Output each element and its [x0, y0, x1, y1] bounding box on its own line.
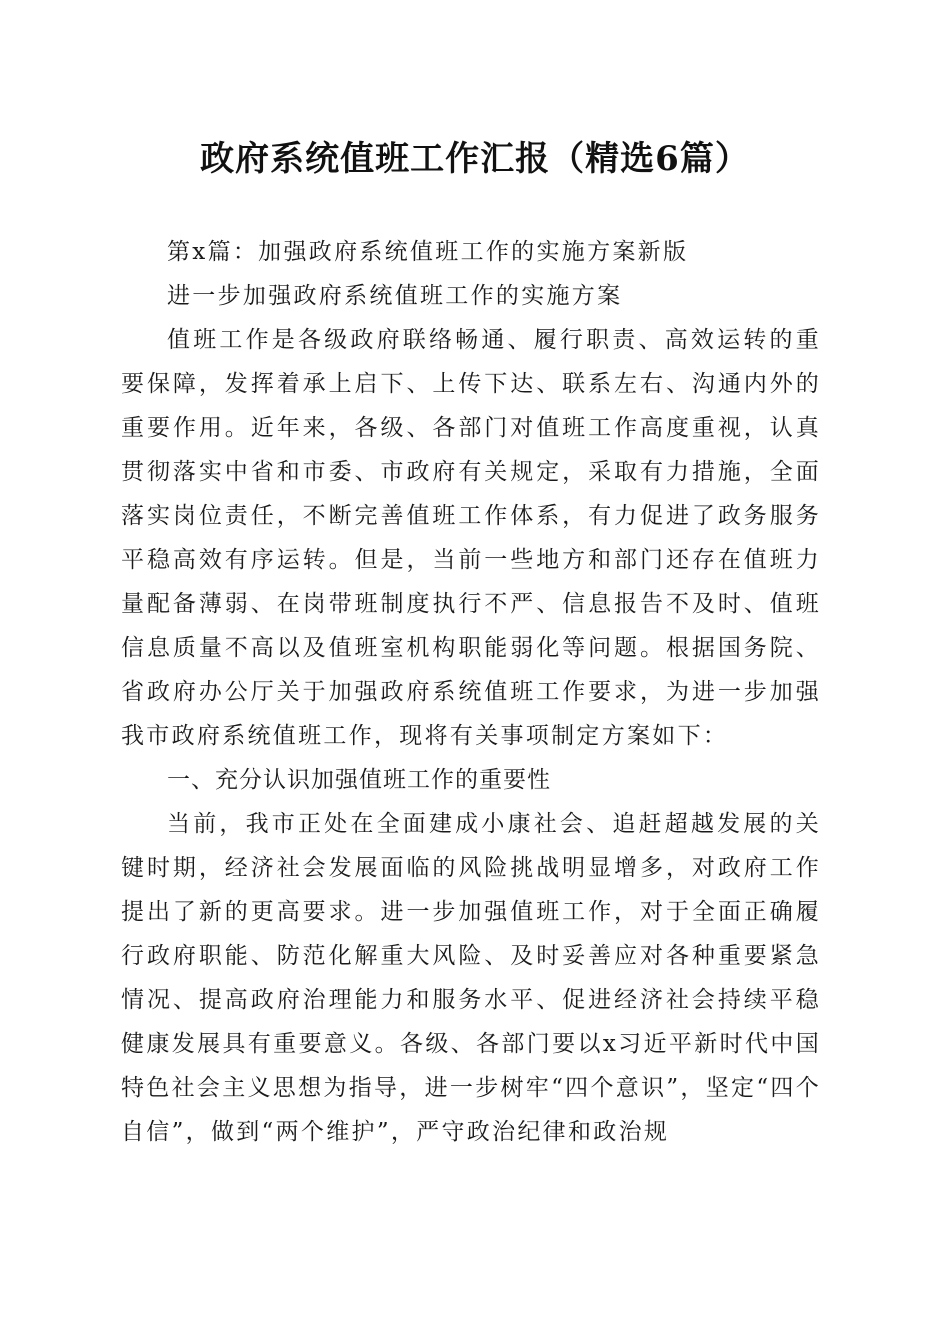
document-title: 政府系统值班工作汇报（精选6篇） [200, 139, 750, 179]
section-heading: 一、充分认识加强值班工作的重要性 [167, 767, 551, 793]
plan-title: 进一步加强政府系统值班工作的实施方案 [167, 283, 623, 309]
body-paragraph: 值班工作是各级政府联络畅通、履行职责、高效运转的重要保障，发挥着承上启下、上传下达、联系左右、沟通内外的重要作用。近年来，各级、各部门对值班工作高度重视，认真贯彻落实中省和市委、市政府有关规定，采取有力措施，全面落实岗位责任，不断完善值班工作体系，有力促进了政务服务平稳高效有序运转。但是，当前一些地方和部门还存在值班力量配备薄弱、在岗带班制度执行不严、信息报告不及时、值班信息质量不高以及值班室机构职能弱化等问题。根据国务院、省政府办公厅关于加强政府系统值班工作要求，为进一步加强我市政府系统值班工作，现将有关事项制定方案如下： [121, 327, 821, 749]
document-body [121, 230, 821, 1154]
body-paragraph: 当前，我市正处在全面建成小康社会、追赶超越发展的关键时期，经济社会发展面临的风险挑战明显增多，对政府工作提出了新的更高要求。进一步加强值班工作，对于全面正确履行政府职能、防范化解重大风险、及时妥善应对各种重要紧急情况、提高政府治理能力和服务水平、促进经济社会持续平稳健康发展具有重要意义。各级、各部门要以x习近平新时代中国特色社会主义思想为指导，进一步树牢“四个意识”，坚定“四个自信”，做到“两个维护”，严守政治纪律和政治规 [121, 811, 821, 1145]
section-subtitle: 第x篇：加强政府系统值班工作的实施方案新版 [167, 239, 689, 265]
